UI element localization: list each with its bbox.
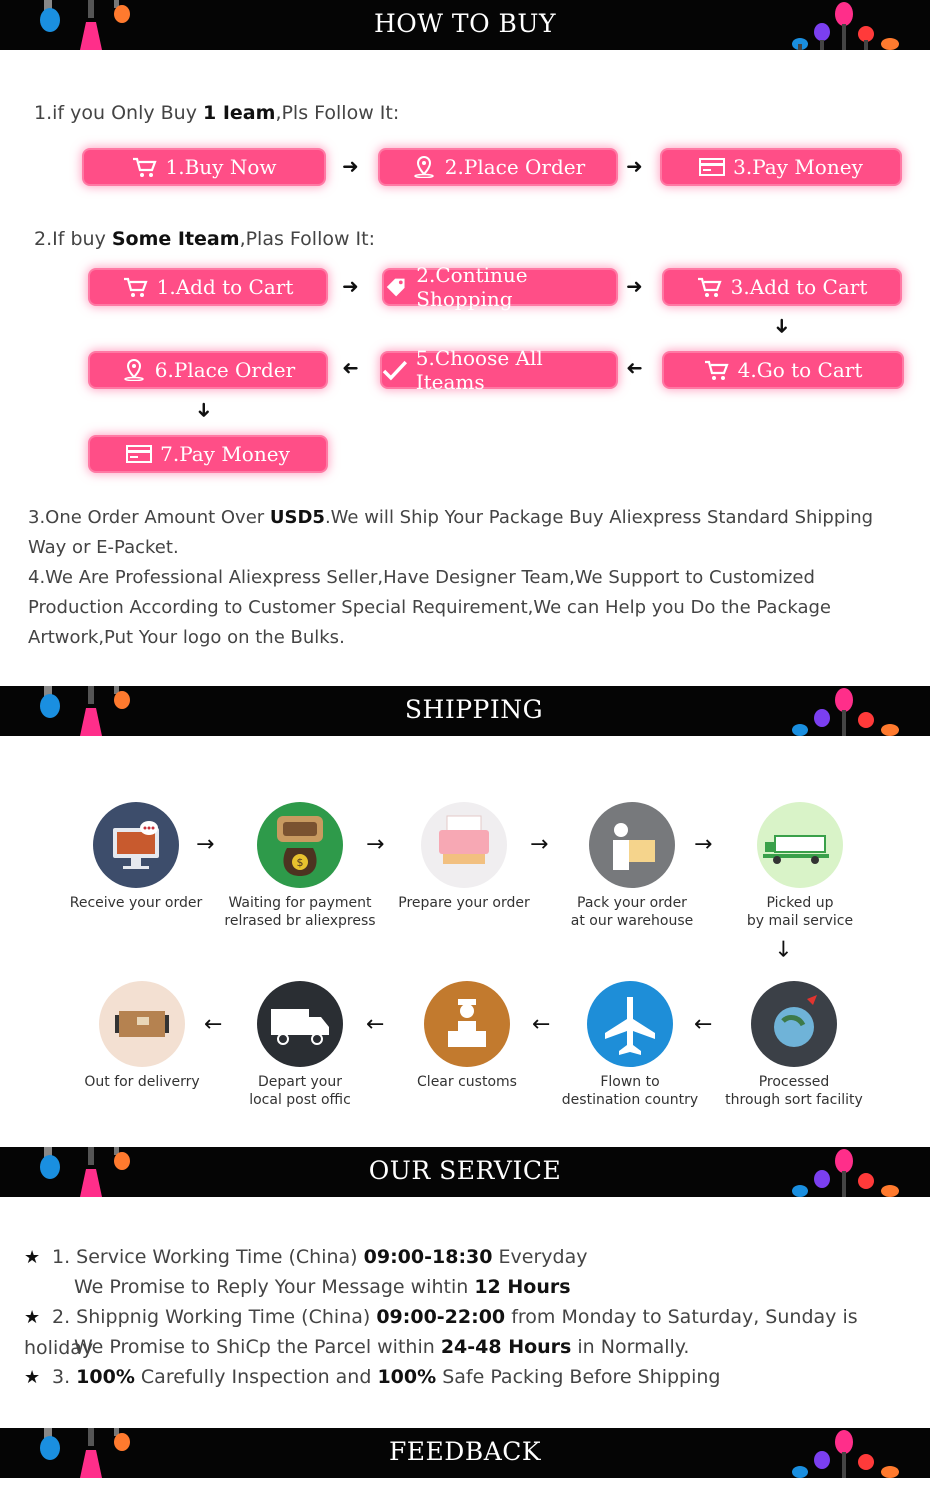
arrow-right-icon: →	[694, 832, 713, 857]
makeup-brushes-icon	[790, 1428, 910, 1478]
pay-money-step-7: 7.Pay Money	[90, 437, 326, 471]
tag-icon	[384, 276, 408, 298]
add-to-cart-step-3: 3.Add to Cart	[664, 270, 900, 304]
banner-how-to-buy	[0, 0, 930, 50]
arrow-left-icon: ➜	[626, 357, 643, 381]
arrow-down-icon: ➜	[192, 401, 217, 419]
multi-item-instructions: 2.If buy Some Iteam,Plas Follow It:	[34, 228, 376, 250]
arrow-right-icon: ➜	[342, 274, 359, 298]
section-title-how-to-buy: HOW TO BUY	[373, 9, 556, 38]
delivery-van-icon	[257, 981, 343, 1067]
section-title-our-service: OUR SERVICE	[368, 1156, 562, 1185]
banner-shipping	[0, 686, 930, 736]
banner-our-service	[0, 1147, 930, 1197]
section-title-feedback: FEEDBACK	[388, 1437, 542, 1466]
ship-step-waiting-payment: $ Waiting for payment relrased br aliexpress	[220, 802, 380, 930]
location-pin-icon	[411, 156, 437, 178]
arrow-right-icon: ➜	[626, 154, 643, 178]
ship-step-processed: Processed through sort facility	[714, 981, 874, 1109]
ship-step-picked-up: Picked up by mail service	[720, 802, 880, 930]
arrow-right-icon: ➜	[342, 154, 359, 178]
pay-money-step: 3.Pay Money	[662, 150, 900, 184]
customs-officer-icon	[424, 981, 510, 1067]
buy-now-step: 1.Buy Now	[84, 150, 324, 184]
place-order-step: 2.Place Order	[380, 150, 616, 184]
star-icon: ★	[24, 1307, 41, 1328]
printer-icon	[421, 802, 507, 888]
svg-text:$: $	[296, 856, 304, 869]
arrow-right-icon: →	[196, 832, 215, 857]
continue-shopping-step: 2.Continue Shopping	[384, 270, 616, 304]
cart-icon	[123, 276, 149, 298]
arrow-right-icon: ➜	[626, 274, 643, 298]
arrow-left-icon: ←	[366, 1012, 385, 1037]
location-pin-icon	[121, 359, 147, 381]
cart-icon	[704, 359, 730, 381]
money-bag-icon	[257, 802, 343, 888]
go-to-cart-step: 4.Go to Cart	[664, 353, 902, 387]
single-item-instructions: 1.if you Only Buy 1 Ieam,Pls Follow It:	[34, 102, 400, 124]
choose-all-items-step: 5.Choose All Iteams	[382, 353, 616, 387]
section-title-shipping: SHIPPING	[404, 695, 544, 724]
arrow-left-icon: ←	[204, 1012, 223, 1037]
service-item-2-detail: We Promise to ShiCp the Parcel within 24-48 Hours in Normally.	[74, 1336, 690, 1358]
arrow-left-icon: ➜	[342, 357, 359, 381]
globe-rocket-icon	[751, 981, 837, 1067]
check-icon	[382, 359, 408, 381]
arrow-down-icon: →	[770, 939, 796, 958]
seller-note: 4.We Are Professional Aliexpress Seller,Have Designer Team,We Support to Customized Production According to Customer Special Requirement,We can Help you Do the Package Artwork,Put Your logo on the Bulks.	[28, 567, 831, 648]
arrow-right-icon: →	[530, 832, 549, 857]
service-item-3: ★ 3. 100% Carefully Inspection and 100% Safe Packing Before Shipping	[24, 1362, 720, 1393]
card-icon	[699, 156, 725, 178]
ship-step-receive-order: Receive your order	[56, 802, 216, 912]
cart-icon	[697, 276, 723, 298]
computer-icon	[93, 802, 179, 888]
cart-icon	[132, 156, 158, 178]
makeup-brushes-icon	[790, 1147, 910, 1197]
ship-step-clear-customs: Clear customs	[387, 981, 547, 1091]
arrow-down-icon: ➜	[770, 317, 795, 335]
shipping-note: 3.One Order Amount Over USD5.We will Ship Your Package Buy Aliexpress Standard Shipping Way or E-Packet.	[28, 507, 874, 558]
star-icon: ★	[24, 1247, 41, 1268]
makeup-brushes-icon	[790, 0, 910, 50]
service-item-2: ★ 2. Shippnig Working Time (China) 09:00-22:00 from Monday to Saturday, Sunday is holiday	[24, 1302, 930, 1363]
place-order-step-6: 6.Place Order	[90, 353, 326, 387]
makeup-brushes-icon	[790, 686, 910, 736]
banner-feedback	[0, 1428, 930, 1478]
ship-step-depart-post: Depart your local post offic	[220, 981, 380, 1109]
truck-icon	[757, 802, 843, 888]
ship-step-prepare-order: Prepare your order	[384, 802, 544, 912]
worker-box-icon	[589, 802, 675, 888]
ship-step-flown: Flown to destination country	[550, 981, 710, 1109]
service-item-1-detail: We Promise to Reply Your Message wihtin 12 Hours	[74, 1276, 571, 1298]
add-to-cart-step-1: 1.Add to Cart	[90, 270, 326, 304]
arrow-right-icon: →	[366, 832, 385, 857]
card-icon	[126, 443, 152, 465]
ship-step-pack-order: Pack your order at our warehouse	[552, 802, 712, 930]
airplane-icon	[587, 981, 673, 1067]
service-item-1: ★ 1. Service Working Time (China) 09:00-18:30 Everyday	[24, 1242, 587, 1273]
ship-step-out-for-delivery: Out for deliverry	[62, 981, 222, 1091]
star-icon: ★	[24, 1367, 41, 1388]
arrow-left-icon: ←	[532, 1012, 551, 1037]
arrow-left-icon: ←	[694, 1012, 713, 1037]
package-icon	[99, 981, 185, 1067]
